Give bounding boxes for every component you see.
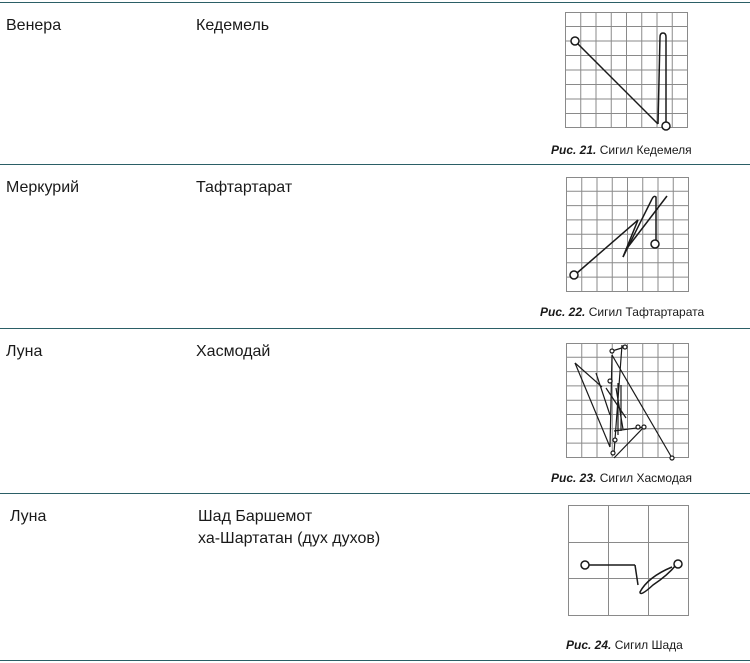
sigil-shad-image <box>568 505 690 617</box>
sigil-hasmodai-image <box>566 343 691 463</box>
sigil-figure <box>568 505 690 617</box>
table-row <box>0 3 750 164</box>
planet-name: Венера <box>6 17 62 34</box>
table-row <box>0 165 750 328</box>
caption-number: Рис. 21. <box>551 143 597 157</box>
caption-text: Сигил Тафтартарата <box>588 305 705 319</box>
planet-name: Луна <box>10 508 47 525</box>
spirit-name: Шад Баршемот ха-Шартатан (дух духов) <box>198 508 381 547</box>
caption-number: Рис. 22. <box>540 305 586 319</box>
sigil-figure <box>566 177 691 297</box>
caption-number: Рис. 23. <box>551 471 597 485</box>
planet-name: Луна <box>6 343 43 360</box>
sigil-figure <box>566 343 691 463</box>
figure-caption <box>540 305 704 319</box>
caption-text: Сигил Шада <box>614 638 683 652</box>
figure-caption <box>551 471 692 485</box>
spirit-name: Тафтартарат <box>196 179 293 196</box>
figure-caption <box>551 143 692 157</box>
planet-name: Меркурий <box>6 179 80 196</box>
table-row <box>0 329 750 493</box>
sigil-kedemel-image <box>565 12 690 132</box>
table-bottom-rule <box>0 660 750 661</box>
caption-number: Рис. 24. <box>566 638 612 652</box>
spirit-name: Кедемель <box>196 17 270 34</box>
caption-text: Сигил Кедемеля <box>599 143 692 157</box>
table-row <box>0 494 750 660</box>
caption-text: Сигил Хасмодая <box>599 471 692 485</box>
figure-caption <box>566 638 683 652</box>
sigil-taftartarat-image <box>566 177 691 297</box>
sigil-figure <box>565 12 690 132</box>
spirit-name: Хасмодай <box>196 343 271 360</box>
